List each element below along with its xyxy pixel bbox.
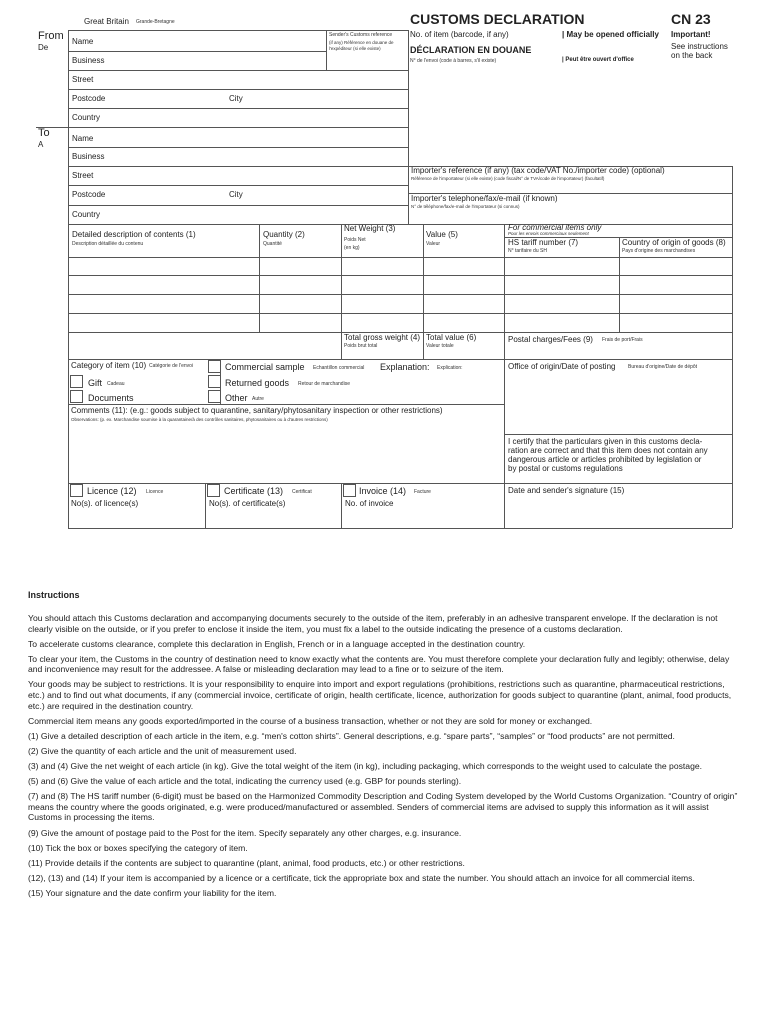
address-right-border	[408, 30, 409, 224]
instruction-paragraph: (1) Give a detailed description of each article in the item, e.g. “men's cotton shirts”. General descriptions, e.g. “spare parts”, “samples” or “food products” are not permitted.	[28, 730, 675, 741]
col-country-origin: Country of origin of goods (8)	[622, 238, 726, 247]
on-the-back: on the back	[671, 51, 713, 60]
returned-goods-label: Returned goods	[225, 378, 290, 388]
certify-line-1: I certify that the particulars given in this customs decla-	[508, 437, 703, 446]
certificate-numbers-field[interactable]: No(s). of certificate(s)	[209, 499, 286, 508]
total-value-label: Total value (6)	[426, 333, 477, 342]
from-name-field[interactable]: Name	[72, 37, 94, 46]
col-net-weight: Net Weight (3)	[344, 224, 396, 233]
instruction-paragraph: Your goods may be subject to restrictions. It is your responsibility to enquire into import and export regulations (prohibitions, restrictions such as quarantine, pharmaceutical restrictions, etc.) and to find out what documents, if any (commercial invoice, certificate of origin, health certificate, licence, authorization for goods subject to quarantine (plant, animal, food products, etc.) are required in the destination country.	[28, 679, 732, 711]
sender-ref-fr1: (if any) Référence en douane de	[329, 40, 394, 45]
invoice-checkbox[interactable]	[343, 484, 356, 497]
from-label-fr: De	[38, 43, 49, 52]
returned-goods-fr: Retour de marchandise	[298, 381, 350, 387]
instruction-paragraph: (3) and (4) Give the net weight of each article (in kg). Give the total weight of the item (in kg), including packaging, which corresponds to the weight used to calculate the postage.	[28, 761, 703, 772]
total-value-fr: Valeur totale	[426, 343, 454, 349]
instructions-heading: Instructions	[28, 590, 80, 600]
opened-officially-fr: | Peut être ouvert d'office	[562, 57, 634, 63]
office-origin-label: Office of origin/Date of posting	[508, 362, 616, 371]
invoice-label: Invoice (14)	[359, 486, 407, 496]
importer-reference-field[interactable]: Importer's reference (if any) (tax code/VAT No./importer code) (optional)	[411, 166, 665, 175]
certify-line-2: ration are correct and that this item does not contain any	[508, 446, 708, 455]
gift-label-fr: Cadeau	[107, 381, 125, 387]
from-country-field[interactable]: Country	[72, 113, 101, 122]
form-title-fr: DÉCLARATION EN DOUANE	[410, 45, 532, 55]
commercial-sample-checkbox[interactable]	[208, 360, 221, 373]
certify-line-3: dangerous article or articles prohibited by legislation or	[508, 455, 702, 464]
comments-label-fr: Observations: (p. ex. Marchandise soumise à la quarantaine/à des contrôles sanitaires, phytosanitaires ou à d'autres restrictions)	[71, 417, 328, 422]
from-label: From	[38, 30, 64, 42]
instruction-paragraph: You should attach this Customs declaration and accompanying documents securely to the outside of the item, preferably in an adhesive transparent envelope. If the declaration is not clearly visible on the outside, or if you prefer to enclose it inside the item, you must fix a label to the outside indicating the presence of a customs declaration.	[28, 613, 718, 634]
to-city-field[interactable]: City	[229, 190, 243, 199]
to-name-field[interactable]: Name	[72, 134, 94, 143]
total-gross-weight-fr: Poids brut total	[344, 343, 378, 349]
instruction-paragraph: (11) Provide details if the contents are subject to quarantine (plant, animal, food products, etc.) or other restrictions.	[28, 857, 465, 868]
col-net-weight-fr2: (en kg)	[344, 245, 360, 251]
col-value: Value (5)	[426, 230, 458, 239]
form-title: CUSTOMS DECLARATION	[410, 11, 585, 27]
col-value-fr: Valeur	[426, 241, 441, 247]
instruction-paragraph: Commercial item means any goods exported/imported in the course of a business transaction, whether or not they are sold for money or exchanged.	[28, 715, 593, 726]
returned-goods-checkbox[interactable]	[208, 375, 221, 388]
important-label: Important!	[671, 30, 711, 39]
instruction-paragraph: (15) Your signature and the date confirm your liability for the item.	[28, 887, 277, 898]
instruction-paragraph: (5) and (6) Give the value of each article and the total, indicating the currency used (e.g. GBP for pounds sterling).	[28, 776, 462, 787]
licence-label: Licence (12)	[87, 486, 137, 496]
form-code: CN 23	[671, 11, 711, 27]
postal-charges-fr: Frais de port/Frais	[602, 337, 643, 343]
sender-ref-divider	[326, 30, 327, 70]
invoice-number-field[interactable]: No. of invoice	[345, 499, 394, 508]
col-quantity: Quantity (2)	[263, 230, 305, 239]
importer-telephone-fr: N° de téléphone/fax/e-mail de l'importateur (si connus)	[411, 204, 520, 209]
other-label-fr: Autre	[252, 396, 264, 402]
licence-label-fr: Licence	[146, 489, 164, 495]
importer-telephone-field[interactable]: Importer's telephone/fax/e-mail (if known)	[411, 194, 558, 203]
comments-label: Comments (11): (e.g.: goods subject to quarantine, sanitary/phytosanitary inspection or other restrictions)	[71, 406, 443, 415]
postal-charges-label: Postal charges/Fees (9)	[508, 335, 593, 344]
explanation-label: Explanation:	[380, 362, 430, 372]
col-description: Detailed description of contents (1)	[72, 230, 196, 239]
invoice-label-fr: Facture	[414, 489, 431, 495]
certificate-label-fr: Certificat	[292, 489, 312, 495]
instruction-paragraph: To clear your item, the Customs in the country of destination need to know exactly what the contents are. You must therefore complete your declaration fully and legibly; otherwise, delay and inconvenience may result for the addressee. A false or misleading declaration may lead to a fine or to seizure of the item.	[28, 653, 730, 675]
instruction-paragraph: To accelerate customs clearance, complete this declaration in English, French or in a language accepted in the destination country.	[28, 638, 526, 649]
col-description-fr: Description détaillée du contenu	[72, 241, 144, 247]
country-name: Great Britain	[84, 17, 129, 26]
other-checkbox[interactable]	[208, 390, 221, 403]
item-number-label: No. of item (barcode, if any)	[410, 30, 509, 39]
col-hs-tariff-fr: N° tarifaire du SH	[508, 248, 547, 254]
licence-numbers-field[interactable]: No(s). of licence(s)	[71, 499, 139, 508]
from-city-field[interactable]: City	[229, 94, 243, 103]
from-postcode-field[interactable]: Postcode	[72, 94, 106, 103]
col-net-weight-fr1: Poids Net	[344, 237, 366, 243]
gift-checkbox[interactable]	[70, 375, 83, 388]
from-street-field[interactable]: Street	[72, 75, 94, 84]
item-number-fr: N° de l'envoi (code à barres, s'il existe)	[410, 58, 497, 64]
commercial-sample-fr: Echantillon commercial	[313, 365, 365, 371]
licence-checkbox[interactable]	[70, 484, 83, 497]
commercial-items-fr: Pour les envois commerciaux seulement	[508, 231, 589, 236]
office-origin-fr: Bureau d'origine/Date de dépôt	[628, 364, 698, 370]
certificate-label: Certificate (13)	[224, 486, 284, 496]
from-business-field[interactable]: Business	[72, 56, 105, 65]
explanation-fr: Explication:	[437, 365, 463, 371]
instruction-paragraph: (10) Tick the box or boxes specifying the category of item.	[28, 842, 248, 853]
commercial-sample-label: Commercial sample	[225, 362, 305, 372]
certificate-checkbox[interactable]	[207, 484, 220, 497]
instruction-paragraph: (12), (13) and (14) If your item is accompanied by a licence or a certificate, tick the appropriate box and state the number. You should attach an invoice for all commercial items.	[28, 872, 695, 883]
documents-label: Documents	[88, 393, 134, 403]
opened-officially: | May be opened officially	[562, 30, 659, 39]
col-country-origin-fr: Pays d'origine des marchandises	[622, 248, 696, 254]
col-quantity-fr: Quantité	[263, 241, 282, 247]
importer-reference-fr: Référence de l'importateur (si elle existe) (code fiscal/N° de TVA/code de l'importateur) (facultatif)	[411, 176, 605, 181]
total-gross-weight-label: Total gross weight (4)	[344, 333, 421, 342]
to-postcode-field[interactable]: Postcode	[72, 190, 106, 199]
to-country-field[interactable]: Country	[72, 210, 101, 219]
see-instructions: See instructions	[671, 42, 728, 51]
to-label: To	[38, 127, 50, 139]
category-label-fr: Catégorie de l'envoi	[149, 363, 194, 369]
to-label-fr: A	[38, 140, 44, 149]
to-business-field[interactable]: Business	[72, 152, 105, 161]
commercial-items-label: For commercial items only	[508, 223, 602, 232]
to-street-field[interactable]: Street	[72, 171, 94, 180]
other-label: Other	[225, 393, 248, 403]
col-hs-tariff: HS tariff number (7)	[508, 238, 579, 247]
category-label: Category of item (10)	[71, 361, 147, 370]
documents-checkbox[interactable]	[70, 390, 83, 403]
instruction-paragraph: (2) Give the quantity of each article and the unit of measurement used.	[28, 745, 297, 756]
sender-ref-fr2: l'expéditeur (si elle existe)	[329, 46, 381, 51]
instruction-paragraph: (7) and (8) The HS tariff number (6-digit) must be based on the Harmonized Commodity Description and Coding System developed by the World Customs Organization. “Country of origin” means the country where the goods originated, e.g. were produced/manufactured or assembled. Senders of commercial items are advised to supply this information as it will assist Customs in processing the items.	[28, 791, 738, 823]
certify-line-4: by postal or customs regulations	[508, 464, 623, 473]
country-name-fr: Grande-Bretagne	[136, 19, 175, 25]
sender-ref-label: Sender's Customs reference	[329, 32, 393, 38]
gift-label: Gift	[88, 378, 103, 388]
instruction-paragraph: (9) Give the amount of postage paid to the Post for the item. Specify separately any other charges, e.g. insurance.	[28, 827, 462, 838]
signature-label: Date and sender's signature (15)	[508, 486, 625, 495]
instructions-body	[28, 613, 740, 898]
